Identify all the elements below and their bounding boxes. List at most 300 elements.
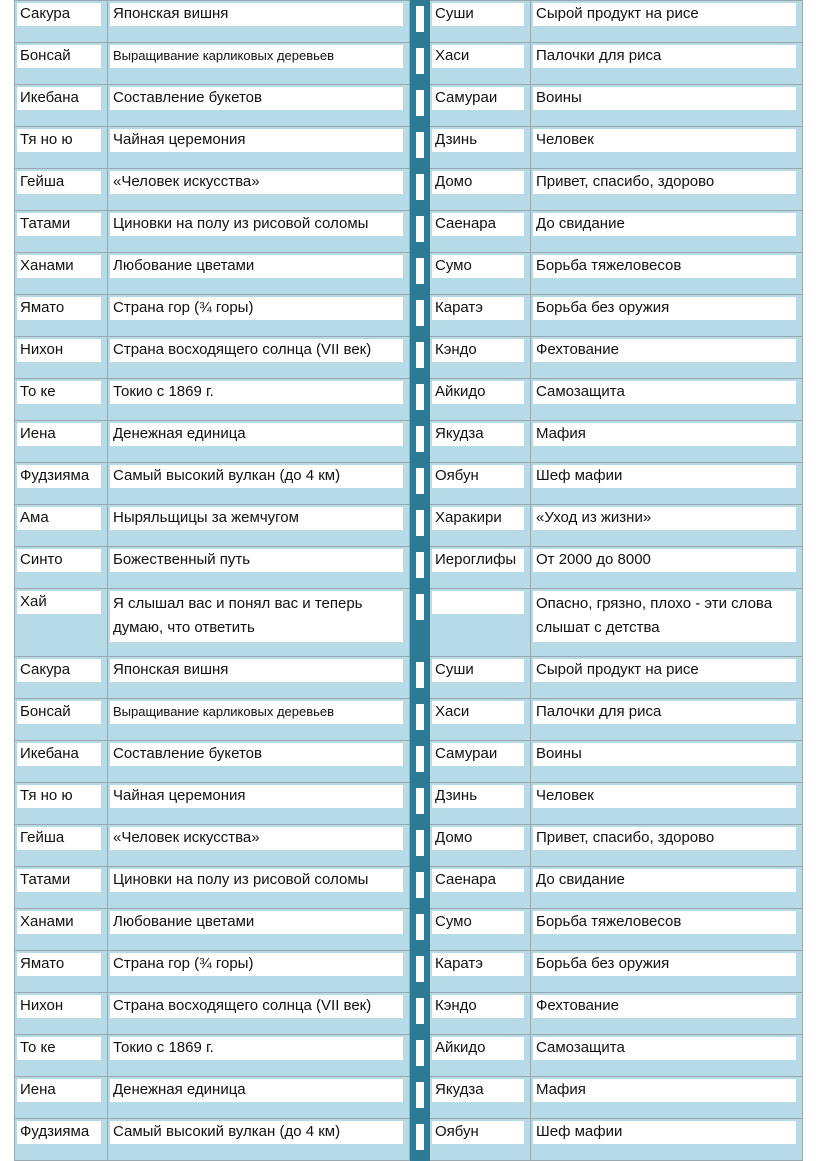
- term-japanese: Фудзияма: [17, 465, 101, 488]
- divider-marker: [416, 662, 424, 688]
- term-japanese-2: Сумо: [432, 911, 524, 934]
- term-japanese: Хай: [17, 591, 101, 614]
- term-japanese-2-cell: [430, 699, 531, 741]
- term-meaning-cell: [108, 909, 410, 951]
- divider-cell: [410, 825, 430, 867]
- term-meaning-2-cell: [531, 169, 803, 211]
- divider-marker: [416, 384, 424, 410]
- term-japanese-2: Якудза: [432, 1079, 524, 1102]
- divider-marker: [416, 342, 424, 368]
- term-meaning-2: «Уход из жизни»: [533, 507, 796, 530]
- divider-marker: [416, 746, 424, 772]
- term-meaning-2-cell: [531, 699, 803, 741]
- term-meaning: Любование цветами: [110, 911, 403, 934]
- term-japanese-2-cell: [430, 379, 531, 421]
- term-japanese-cell: [15, 1077, 108, 1119]
- term-japanese-2: Домо: [432, 827, 524, 850]
- term-japanese-2-cell: [430, 783, 531, 825]
- table-row: [15, 127, 803, 169]
- term-japanese-2: Самураи: [432, 743, 524, 766]
- term-meaning-2: Борьба без оружия: [533, 297, 796, 320]
- divider-cell: [410, 951, 430, 993]
- divider-cell: [410, 85, 430, 127]
- term-meaning-2-cell: [531, 463, 803, 505]
- divider-marker: [416, 6, 424, 32]
- term-meaning-cell: [108, 253, 410, 295]
- term-japanese-2-cell: [430, 951, 531, 993]
- term-japanese-2: Айкидо: [432, 1037, 524, 1060]
- term-meaning-2-cell: [531, 43, 803, 85]
- term-japanese-2-cell: [430, 1077, 531, 1119]
- term-meaning-2: Человек: [533, 129, 796, 152]
- divider-marker: [416, 594, 424, 620]
- term-meaning: Токио с 1869 г.: [110, 1037, 403, 1060]
- term-meaning-2: Самозащита: [533, 381, 796, 404]
- term-japanese-2: Суши: [432, 659, 524, 682]
- divider-marker: [416, 48, 424, 74]
- term-meaning-cell: [108, 825, 410, 867]
- divider-cell: [410, 1035, 430, 1077]
- term-japanese: Фудзияма: [17, 1121, 101, 1144]
- table-row: [15, 379, 803, 421]
- term-meaning: Страна гор (¾ горы): [110, 297, 403, 320]
- term-japanese-2: Кэндо: [432, 339, 524, 362]
- term-meaning: Страна гор (¾ горы): [110, 953, 403, 976]
- term-japanese-cell: [15, 783, 108, 825]
- term-meaning-cell: [108, 993, 410, 1035]
- term-meaning: Выращивание карликовых деревьев: [110, 45, 403, 68]
- term-meaning-2-cell: [531, 421, 803, 463]
- term-japanese: То ке: [17, 381, 101, 404]
- term-meaning-2-cell: [531, 741, 803, 783]
- term-japanese-cell: [15, 169, 108, 211]
- term-meaning-cell: [108, 547, 410, 589]
- divider-cell: [410, 909, 430, 951]
- term-japanese-2: Хаси: [432, 701, 524, 724]
- term-japanese-2-cell: [430, 295, 531, 337]
- term-japanese-2-cell: [430, 1, 531, 43]
- term-meaning-2-cell: [531, 589, 803, 657]
- term-japanese: Икебана: [17, 743, 101, 766]
- divider-marker: [416, 956, 424, 982]
- term-japanese-2-cell: [430, 867, 531, 909]
- divider-cell: [410, 463, 430, 505]
- term-japanese-2: Домо: [432, 171, 524, 194]
- term-meaning-cell: [108, 1119, 410, 1161]
- table-row: [15, 547, 803, 589]
- term-meaning: Циновки на полу из рисовой соломы: [110, 869, 403, 892]
- divider-marker: [416, 258, 424, 284]
- term-japanese-2: Самураи: [432, 87, 524, 110]
- term-japanese: Бонсай: [17, 701, 101, 724]
- term-japanese-cell: [15, 379, 108, 421]
- term-meaning: Божественный путь: [110, 549, 403, 572]
- term-japanese-cell: [15, 951, 108, 993]
- term-meaning-2-cell: [531, 295, 803, 337]
- table-row: [15, 43, 803, 85]
- term-meaning-2: Фехтование: [533, 339, 796, 362]
- term-meaning-2: До свидание: [533, 869, 796, 892]
- term-japanese: Иена: [17, 423, 101, 446]
- term-meaning-cell: [108, 379, 410, 421]
- term-meaning: Чайная церемония: [110, 129, 403, 152]
- term-japanese: Татами: [17, 869, 101, 892]
- term-japanese-2-cell: [430, 589, 531, 657]
- term-japanese: Иена: [17, 1079, 101, 1102]
- term-japanese-2: Саенара: [432, 213, 524, 236]
- divider-cell: [410, 421, 430, 463]
- term-meaning: Самый высокий вулкан (до 4 км): [110, 465, 403, 488]
- term-japanese-cell: [15, 993, 108, 1035]
- table-row: [15, 85, 803, 127]
- term-meaning-2: Воины: [533, 743, 796, 766]
- divider-cell: [410, 1119, 430, 1161]
- divider-marker: [416, 300, 424, 326]
- divider-cell: [410, 867, 430, 909]
- term-japanese-2: Кэндо: [432, 995, 524, 1018]
- divider-marker: [416, 468, 424, 494]
- table-row: [15, 253, 803, 295]
- term-meaning-cell: [108, 589, 410, 657]
- term-japanese-2-cell: [430, 253, 531, 295]
- term-meaning-2-cell: [531, 85, 803, 127]
- term-japanese: Ама: [17, 507, 101, 530]
- term-meaning: Чайная церемония: [110, 785, 403, 808]
- term-japanese: Ханами: [17, 911, 101, 934]
- term-japanese-2: Оябун: [432, 465, 524, 488]
- term-meaning-2: Сырой продукт на рисе: [533, 659, 796, 682]
- term-japanese-cell: [15, 295, 108, 337]
- term-meaning: Ныряльщицы за жемчугом: [110, 507, 403, 530]
- term-japanese-2-cell: [430, 547, 531, 589]
- term-japanese: Тя но ю: [17, 785, 101, 808]
- term-japanese-cell: [15, 657, 108, 699]
- term-japanese-2: Дзинь: [432, 129, 524, 152]
- term-meaning-2: Мафия: [533, 1079, 796, 1102]
- term-japanese: Ямато: [17, 953, 101, 976]
- divider-cell: [410, 657, 430, 699]
- term-meaning-2: Привет, спасибо, здорово: [533, 827, 796, 850]
- term-japanese-2: Дзинь: [432, 785, 524, 808]
- divider-marker: [416, 1082, 424, 1108]
- term-meaning-cell: [108, 295, 410, 337]
- term-meaning: Токио с 1869 г.: [110, 381, 403, 404]
- divider-cell: [410, 169, 430, 211]
- divider-cell: [410, 547, 430, 589]
- term-meaning-cell: [108, 657, 410, 699]
- term-japanese-2-cell: [430, 909, 531, 951]
- term-meaning-cell: [108, 1035, 410, 1077]
- table-row: [15, 589, 803, 657]
- divider-marker: [416, 132, 424, 158]
- term-meaning: Денежная единица: [110, 423, 403, 446]
- divider-marker: [416, 704, 424, 730]
- term-meaning: Страна восходящего солнца (VII век): [110, 339, 403, 362]
- divider-cell: [410, 295, 430, 337]
- term-japanese: Нихон: [17, 339, 101, 362]
- term-meaning-2-cell: [531, 253, 803, 295]
- term-japanese-cell: [15, 463, 108, 505]
- japanese-vocabulary-table: [14, 0, 803, 1161]
- term-meaning-cell: [108, 169, 410, 211]
- term-meaning-cell: [108, 867, 410, 909]
- term-japanese: Бонсай: [17, 45, 101, 68]
- divider-cell: [410, 127, 430, 169]
- divider-marker: [416, 1124, 424, 1150]
- term-meaning-2: Самозащита: [533, 1037, 796, 1060]
- term-japanese-2: Харакири: [432, 507, 524, 530]
- term-japanese-2: Айкидо: [432, 381, 524, 404]
- table-row: [15, 825, 803, 867]
- divider-marker: [416, 174, 424, 200]
- term-japanese-2: Якудза: [432, 423, 524, 446]
- term-japanese-cell: [15, 867, 108, 909]
- term-meaning-2: Шеф мафии: [533, 465, 796, 488]
- term-japanese-2-cell: [430, 421, 531, 463]
- divider-cell: [410, 253, 430, 295]
- divider-marker: [416, 510, 424, 536]
- term-japanese-cell: [15, 85, 108, 127]
- term-meaning-2-cell: [531, 909, 803, 951]
- term-japanese: Ямато: [17, 297, 101, 320]
- term-meaning-2-cell: [531, 783, 803, 825]
- term-japanese-2: Оябун: [432, 1121, 524, 1144]
- term-meaning-cell: [108, 699, 410, 741]
- term-meaning-cell: [108, 1, 410, 43]
- term-japanese-cell: [15, 825, 108, 867]
- term-meaning-2-cell: [531, 505, 803, 547]
- term-meaning-cell: [108, 211, 410, 253]
- divider-cell: [410, 699, 430, 741]
- term-meaning-2: Мафия: [533, 423, 796, 446]
- table-row: [15, 211, 803, 253]
- table-row: [15, 295, 803, 337]
- term-meaning: «Человек искусства»: [110, 827, 403, 850]
- table-row: [15, 1119, 803, 1161]
- term-japanese-cell: [15, 547, 108, 589]
- table-row: [15, 169, 803, 211]
- term-meaning-2-cell: [531, 1035, 803, 1077]
- table-row: [15, 1035, 803, 1077]
- term-meaning-2-cell: [531, 657, 803, 699]
- term-japanese-2: [432, 591, 524, 614]
- divider-marker: [416, 90, 424, 116]
- term-meaning-cell: [108, 505, 410, 547]
- term-japanese-2-cell: [430, 169, 531, 211]
- term-japanese-cell: [15, 337, 108, 379]
- term-japanese-2-cell: [430, 825, 531, 867]
- term-japanese-2-cell: [430, 337, 531, 379]
- term-japanese-2-cell: [430, 127, 531, 169]
- table-row: [15, 867, 803, 909]
- term-japanese-2: Каратэ: [432, 953, 524, 976]
- term-meaning-cell: [108, 463, 410, 505]
- table-row: [15, 993, 803, 1035]
- term-meaning-2-cell: [531, 993, 803, 1035]
- term-japanese-2: Суши: [432, 3, 524, 26]
- term-japanese-cell: [15, 589, 108, 657]
- term-meaning-2: Палочки для риса: [533, 701, 796, 724]
- term-meaning: Японская вишня: [110, 3, 403, 26]
- term-japanese-2-cell: [430, 993, 531, 1035]
- term-japanese: Сакура: [17, 659, 101, 682]
- term-japanese: Гейша: [17, 171, 101, 194]
- table-row: [15, 783, 803, 825]
- term-japanese-2-cell: [430, 211, 531, 253]
- table-body: [15, 1, 803, 1161]
- term-meaning-2-cell: [531, 127, 803, 169]
- divider-marker: [416, 872, 424, 898]
- term-japanese-2: Саенара: [432, 869, 524, 892]
- term-meaning-2-cell: [531, 1119, 803, 1161]
- divider-marker: [416, 830, 424, 856]
- divider-cell: [410, 1077, 430, 1119]
- term-meaning-2-cell: [531, 379, 803, 421]
- term-meaning-cell: [108, 85, 410, 127]
- term-meaning: Выращивание карликовых деревьев: [110, 701, 403, 724]
- term-meaning: «Человек искусства»: [110, 171, 403, 194]
- term-meaning-2: Сырой продукт на рисе: [533, 3, 796, 26]
- divider-marker: [416, 1040, 424, 1066]
- term-meaning: Самый высокий вулкан (до 4 км): [110, 1121, 403, 1144]
- term-japanese-2-cell: [430, 1035, 531, 1077]
- term-japanese-cell: [15, 43, 108, 85]
- term-meaning-2-cell: [531, 547, 803, 589]
- table-row: [15, 699, 803, 741]
- term-japanese-2-cell: [430, 741, 531, 783]
- term-meaning-2-cell: [531, 825, 803, 867]
- term-japanese-2: Хаси: [432, 45, 524, 68]
- term-meaning-2: Фехтование: [533, 995, 796, 1018]
- term-japanese: Гейша: [17, 827, 101, 850]
- term-meaning-2: От 2000 до 8000: [533, 549, 796, 572]
- term-meaning-2-cell: [531, 337, 803, 379]
- table-row: [15, 909, 803, 951]
- term-japanese-cell: [15, 127, 108, 169]
- term-meaning-cell: [108, 337, 410, 379]
- divider-cell: [410, 211, 430, 253]
- term-meaning-cell: [108, 741, 410, 783]
- term-japanese-2: Иероглифы: [432, 549, 524, 572]
- term-meaning-cell: [108, 127, 410, 169]
- divider-marker: [416, 216, 424, 242]
- term-japanese-cell: [15, 1035, 108, 1077]
- table-row: [15, 505, 803, 547]
- term-meaning: Японская вишня: [110, 659, 403, 682]
- term-meaning-2: Палочки для риса: [533, 45, 796, 68]
- divider-cell: [410, 589, 430, 657]
- term-japanese-cell: [15, 253, 108, 295]
- table-row: [15, 337, 803, 379]
- term-japanese-cell: [15, 1119, 108, 1161]
- term-meaning-cell: [108, 951, 410, 993]
- term-meaning: Составление букетов: [110, 743, 403, 766]
- term-japanese: Нихон: [17, 995, 101, 1018]
- term-japanese: То ке: [17, 1037, 101, 1060]
- divider-marker: [416, 914, 424, 940]
- table-row: [15, 951, 803, 993]
- term-meaning: Циновки на полу из рисовой соломы: [110, 213, 403, 236]
- table-row: [15, 657, 803, 699]
- term-japanese-2: Сумо: [432, 255, 524, 278]
- term-japanese: Татами: [17, 213, 101, 236]
- term-japanese-2-cell: [430, 657, 531, 699]
- term-meaning-2: Борьба тяжеловесов: [533, 255, 796, 278]
- term-japanese-cell: [15, 505, 108, 547]
- term-japanese: Сакура: [17, 3, 101, 26]
- divider-cell: [410, 43, 430, 85]
- term-japanese-cell: [15, 211, 108, 253]
- term-meaning-2: Воины: [533, 87, 796, 110]
- term-japanese-2-cell: [430, 1119, 531, 1161]
- divider-marker: [416, 788, 424, 814]
- table-row: [15, 1, 803, 43]
- term-japanese-2-cell: [430, 43, 531, 85]
- term-meaning-cell: [108, 421, 410, 463]
- term-meaning-2: Борьба тяжеловесов: [533, 911, 796, 934]
- term-meaning-2-cell: [531, 1077, 803, 1119]
- term-meaning: Денежная единица: [110, 1079, 403, 1102]
- term-meaning: Составление букетов: [110, 87, 403, 110]
- term-japanese-cell: [15, 909, 108, 951]
- divider-cell: [410, 993, 430, 1035]
- divider-marker: [416, 426, 424, 452]
- term-meaning-2-cell: [531, 1, 803, 43]
- term-meaning: Я слышал вас и понял вас и теперь думаю, что ответить: [110, 591, 403, 642]
- table-row: [15, 463, 803, 505]
- term-meaning-2-cell: [531, 211, 803, 253]
- term-meaning-2: Привет, спасибо, здорово: [533, 171, 796, 194]
- term-japanese-2-cell: [430, 463, 531, 505]
- term-japanese-cell: [15, 741, 108, 783]
- term-meaning-2: До свидание: [533, 213, 796, 236]
- term-japanese-2-cell: [430, 505, 531, 547]
- divider-cell: [410, 741, 430, 783]
- term-japanese: Икебана: [17, 87, 101, 110]
- term-japanese-cell: [15, 1, 108, 43]
- term-meaning: Страна восходящего солнца (VII век): [110, 995, 403, 1018]
- term-meaning-2: Шеф мафии: [533, 1121, 796, 1144]
- term-japanese-cell: [15, 699, 108, 741]
- term-japanese: Синто: [17, 549, 101, 572]
- term-japanese-2-cell: [430, 85, 531, 127]
- table-row: [15, 1077, 803, 1119]
- divider-cell: [410, 505, 430, 547]
- term-meaning-cell: [108, 43, 410, 85]
- term-meaning-2: Человек: [533, 785, 796, 808]
- divider-cell: [410, 337, 430, 379]
- term-meaning-2: Опасно, грязно, плохо - эти слова слышат с детства: [533, 591, 796, 642]
- divider-marker: [416, 998, 424, 1024]
- table-row: [15, 421, 803, 463]
- divider-marker: [416, 552, 424, 578]
- term-meaning-2-cell: [531, 867, 803, 909]
- vocabulary-table-sheet: [14, 0, 802, 1161]
- term-meaning: Любование цветами: [110, 255, 403, 278]
- term-meaning-cell: [108, 1077, 410, 1119]
- term-japanese-2: Каратэ: [432, 297, 524, 320]
- divider-cell: [410, 783, 430, 825]
- divider-cell: [410, 379, 430, 421]
- term-meaning-2: Борьба без оружия: [533, 953, 796, 976]
- term-japanese: Ханами: [17, 255, 101, 278]
- divider-cell: [410, 1, 430, 43]
- term-meaning-cell: [108, 783, 410, 825]
- term-japanese-cell: [15, 421, 108, 463]
- term-meaning-2-cell: [531, 951, 803, 993]
- table-row: [15, 741, 803, 783]
- term-japanese: Тя но ю: [17, 129, 101, 152]
